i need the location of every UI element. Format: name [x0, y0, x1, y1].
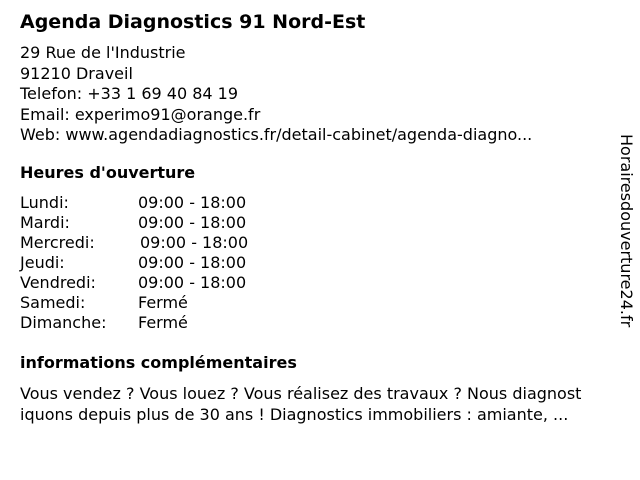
day-label: Dimanche: [20, 313, 107, 332]
time-value: 09:00 - 18:00 [140, 233, 249, 252]
time-value: 09:00 - 18:00 [138, 253, 247, 272]
site-brand-vertical: Horairesdouverture24.fr [617, 134, 636, 328]
time-value: 09:00 - 18:00 [138, 213, 247, 232]
opening-hours-heading: Heures d'ouverture [20, 163, 196, 182]
business-contact-info [20, 43, 532, 146]
day-label: Mercredi: [20, 233, 95, 252]
business-name: Agenda Diagnostics 91 Nord-Est [20, 11, 366, 33]
additional-info-text [20, 384, 581, 425]
address-street: 29 Rue de l'Industrie [20, 43, 186, 62]
hours-row-wednesday [20, 233, 280, 253]
hours-row-saturday [20, 293, 280, 313]
time-value: 09:00 - 18:00 [138, 193, 247, 212]
hours-row-tuesday [20, 213, 280, 233]
hours-row-thursday [20, 253, 280, 273]
address-city: 91210 Draveil [20, 63, 133, 83]
day-label: Vendredi: [20, 273, 96, 292]
additional-info-line: iquons depuis plus de 30 ans ! Diagnostics immobiliers : amiante, ... [20, 404, 569, 424]
hours-row-monday [20, 193, 280, 213]
hours-row-friday [20, 273, 280, 293]
day-label: Mardi: [20, 213, 70, 232]
additional-info-heading: informations complémentaires [20, 353, 297, 372]
time-value: Fermé [138, 293, 188, 312]
phone-number: Telefon: +33 1 69 40 84 19 [20, 84, 239, 103]
additional-info-line: Vous vendez ? Vous louez ? Vous réalisez des travaux ? Nous diagnost [20, 384, 582, 403]
time-value: Fermé [138, 313, 188, 332]
opening-hours-table [20, 193, 280, 333]
day-label: Samedi: [20, 293, 86, 312]
website-url: Web: www.agendadiagnostics.fr/detail-cabinet/agenda-diagno... [20, 125, 533, 144]
day-label: Lundi: [20, 193, 69, 212]
hours-row-sunday [20, 313, 280, 333]
email-address: Email: experimo91@orange.fr [20, 104, 261, 124]
day-label: Jeudi: [20, 253, 65, 272]
time-value: 09:00 - 18:00 [138, 273, 247, 292]
